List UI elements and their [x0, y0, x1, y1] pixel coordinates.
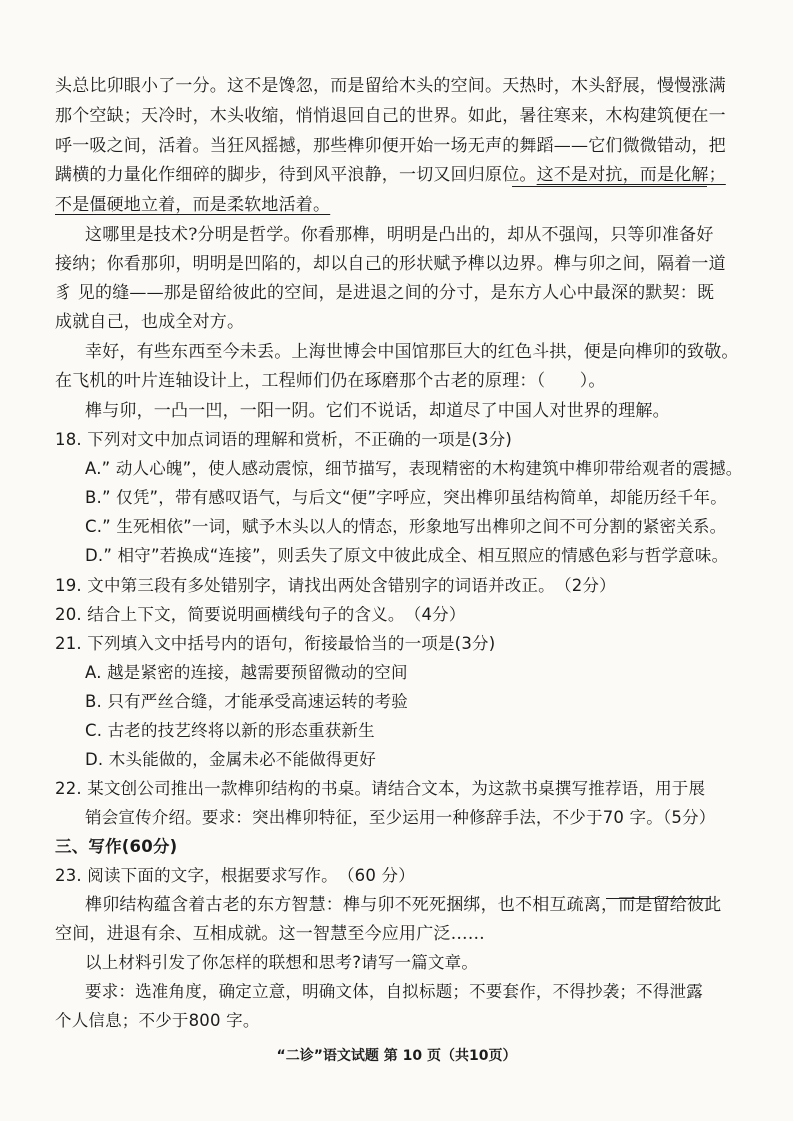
passage-line: 在飞机的叶片连轴设计上，工程师们仍在琢磨那个古老的原理：（ ）。	[55, 371, 606, 391]
option-18a: A.” 动人心魄”，使人感动震惊，细节描写，表现精密的木构建筑中榫卯带给观者的震撼。	[85, 459, 743, 478]
question-18: 18. 下列对文中加点词语的理解和赏析，不正确的一项是(3分)	[55, 430, 513, 449]
material-line: 榫卯结构蕴含着古老的东方智慧：榫与卯不死死捆绑，也不相互疏离，而是留给彼此	[85, 895, 722, 915]
underline-rule	[512, 186, 707, 187]
passage-line: 呼一吸之间，活着。当狂风摇撼，那些榫卯便开始一场无声的舞蹈——它们微微错动，把	[55, 136, 726, 156]
passage-line: 头总比卯眼小了一分。这不是馋忽，而是留给木头的空间。天热时，木头舒展，慢慢涨满	[55, 76, 726, 96]
underline-rule	[606, 898, 711, 899]
underlined-sentence: 这不是对抗，而是化解；	[536, 165, 726, 185]
material-line: 空间，进退有余、互相成就。这一智慧至今应用广泛……	[55, 924, 485, 944]
section-heading-writing: 三、写作(60分)	[55, 837, 178, 856]
passage-line: 那个空缺；天冷时，木头收缩，悄悄退回自己的世界。如此，暑往寒来，木构建筑便在一	[55, 106, 726, 126]
option-18b: B.” 仅凭”，带有感叹语气，与后文“便”字呼应，突出榫卯虽结构简单，却能历经千年。	[85, 488, 727, 507]
option-21c: C. 古老的技艺终将以新的形态重获新生	[85, 721, 375, 740]
passage-text: 蹒横的力量化作细碎的脚步，待到风平浪静，一切又回归原位。	[55, 165, 537, 185]
option-18d: D.” 相守”若换成“连接”，则丢失了原文中彼此成全、相互照应的情感色彩与哲学意味。	[85, 546, 729, 565]
prompt-line: 以上材料引发了你怎样的联想和思考?请写一篇文章。	[85, 953, 479, 972]
passage-line	[55, 163, 745, 187]
passage-line	[55, 193, 745, 217]
passage-line: 这哪里是技术?分明是哲学。你看那榫，明明是凸出的，却从不强闯，只等卯准备好	[85, 225, 714, 245]
question-23: 23. 阅读下面的文字，根据要求写作。 （60 分）	[55, 866, 415, 885]
question-21: 21. 下列填入文中括号内的语句，衔接最恰当的一项是(3分)	[55, 634, 496, 653]
option-21d: D. 木头能做的，金属未必不能做得更好	[85, 750, 376, 769]
page-footer: “二诊”语文试题 第 10 页（共10页）	[276, 1048, 517, 1064]
requirements-line: 要求：选准角度，确定立意，明确文体，自拟标题；不要套作，不得抄袭；不得泄露	[85, 982, 703, 1001]
question-20: 20. 结合上下文，简要说明画横线句子的含义。 （4分）	[55, 605, 466, 624]
option-21a: A. 越是紧密的连接，越需要预留微动的空间	[85, 663, 408, 682]
question-19: 19. 文中第三段有多处错别字，请找出两处含错别字的词语并改正。 （2分）	[55, 576, 616, 595]
passage-line: 榫与卯，一凸一凹，一阳一阴。它们不说话，却道尽了中国人对世界的理解。	[85, 401, 670, 421]
underlined-sentence: 不是僵硬地立着，而是柔软地活着。	[55, 195, 331, 215]
requirements-line: 个人信息；不少于800 字。	[55, 1011, 260, 1030]
passage-line: 成就自己，也成全对方。	[55, 312, 245, 332]
passage-line: 接纳；你看那卯，明明是凹陷的，却以自己的形状赋予榫以边界。榫与卯之间，隔着一道	[55, 254, 726, 274]
option-21b: B. 只有严丝合缝，才能承受高速运转的考验	[85, 692, 409, 711]
question-22: 22. 某文创公司推出一款榫卯结构的书桌。请结合文本，为这款书桌撰写推荐语，用于展	[55, 779, 706, 798]
question-22-cont: 销会宣传介绍。要求：突出榫卯特征，至少运用一种修辞手法，不少于70 字。（5分）	[85, 808, 716, 827]
option-18c: C.” 生死相依”一词，赋予木头以人的情态，形象地写出榫卯之间不可分割的紧密关系。	[85, 517, 727, 536]
passage-line: 豸 见的缝——那是留给彼此的空间，是进退之间的分寸，是东方人心中最深的默契：既	[55, 283, 715, 303]
passage-line: 幸好，有些东西至今未丢。上海世博会中国馆那巨大的红色斗拱，便是向榫卯的致敬。	[85, 342, 739, 362]
